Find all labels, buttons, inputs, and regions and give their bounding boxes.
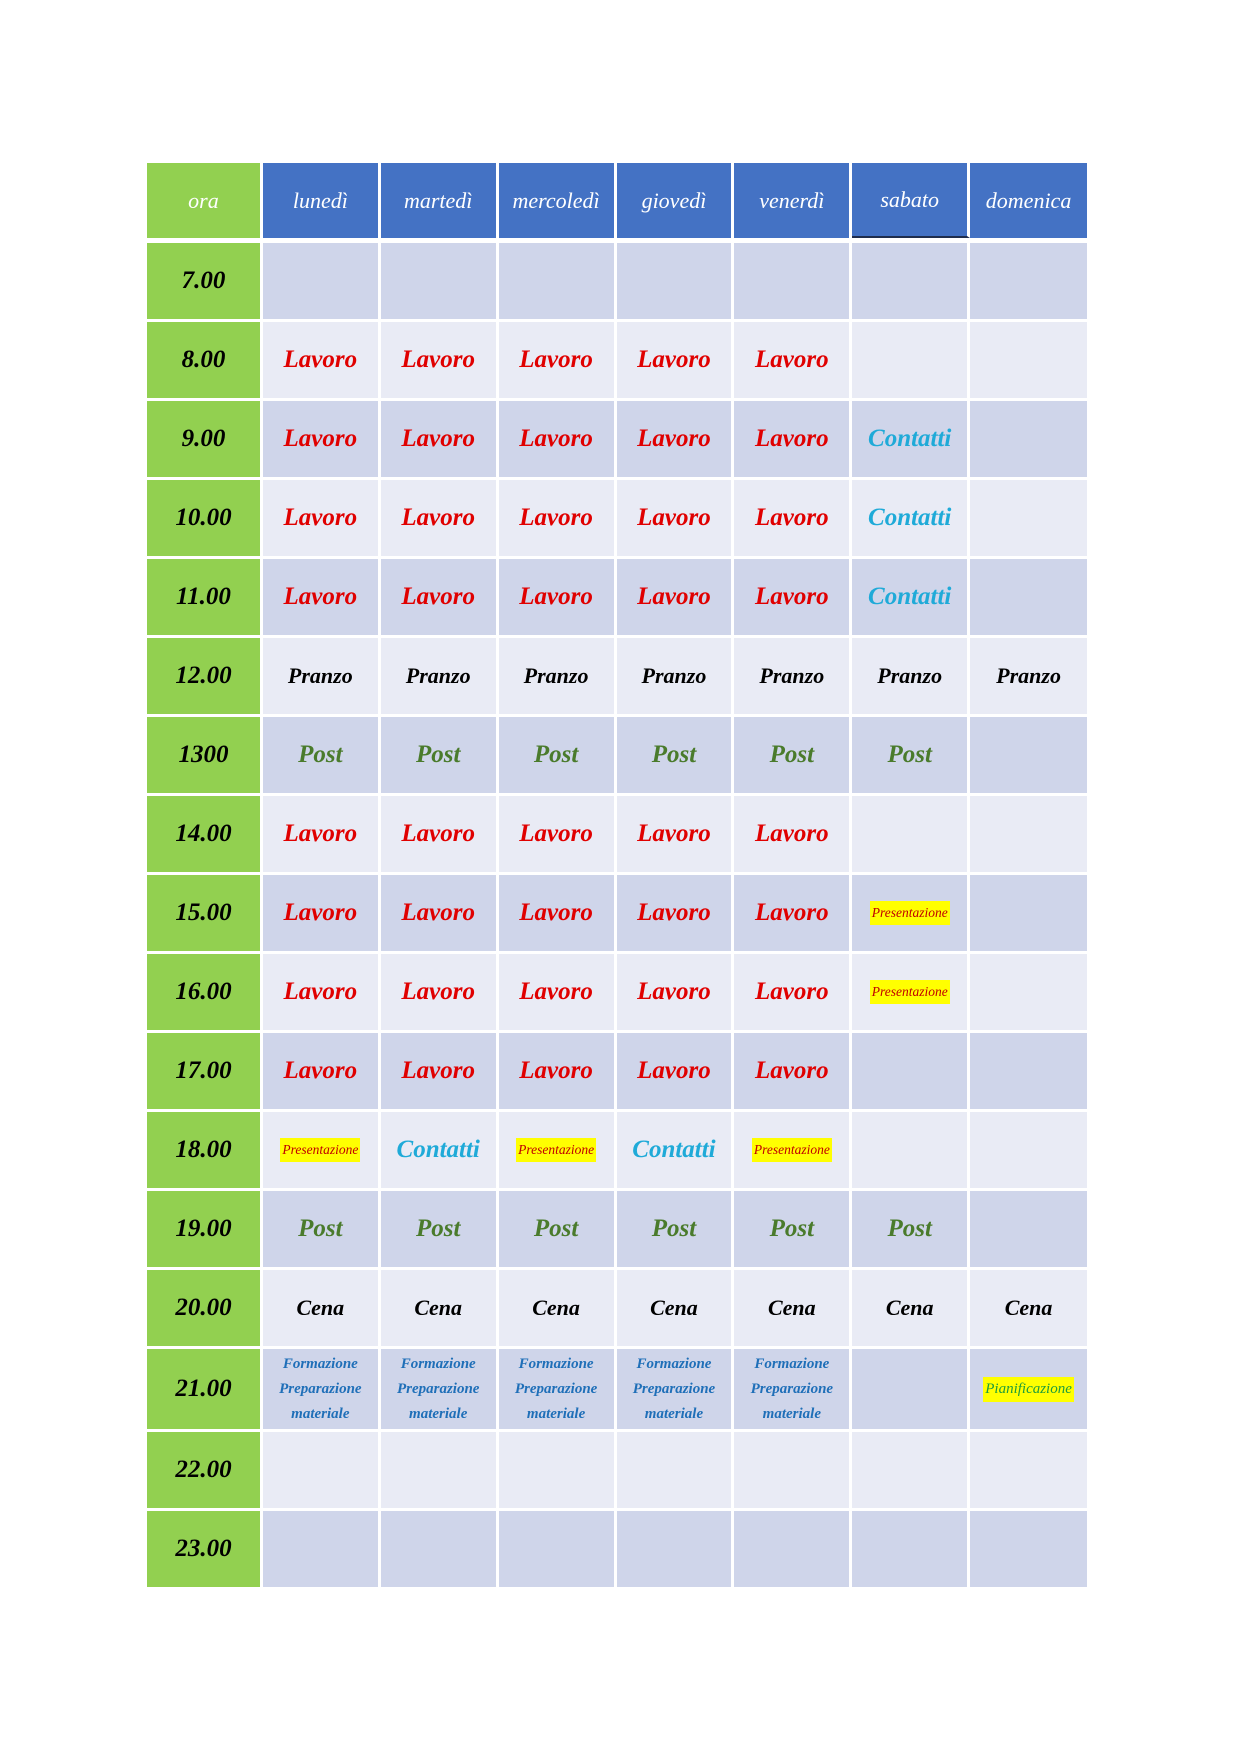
activity-post: Post: [769, 741, 815, 768]
hour-label: 7.00: [147, 243, 263, 319]
activity-pranzo: Pranzo: [641, 663, 707, 688]
schedule-cell: [263, 559, 381, 635]
activity-pranzo: Pranzo: [523, 663, 589, 688]
activity-formazione-text: Formazione Preparazione materiale: [514, 1355, 598, 1422]
schedule-cell: [617, 559, 735, 635]
activity-lavoro: Lavoro: [637, 899, 711, 926]
activity-post: Post: [769, 1215, 815, 1242]
schedule-cell: [734, 480, 852, 556]
header-day-wednesday: mercoledì: [499, 163, 617, 238]
activity-post: Post: [415, 741, 461, 768]
schedule-cell: [617, 480, 735, 556]
activity-lavoro: Lavoro: [637, 978, 711, 1005]
schedule-cell: [381, 1349, 499, 1429]
schedule-cell: [499, 954, 617, 1030]
schedule-row: [147, 480, 1087, 559]
schedule-cell: [734, 638, 852, 714]
schedule-cell: [499, 1432, 617, 1508]
hour-label: 11.00: [147, 559, 263, 635]
activity-lavoro: Lavoro: [283, 346, 358, 373]
schedule-body: [147, 243, 1087, 1590]
activity-contatti: Contatti: [868, 504, 952, 531]
activity-pianificazione: Pianificazione: [983, 1377, 1074, 1402]
schedule-cell: [499, 243, 617, 319]
schedule-cell: [499, 717, 617, 793]
activity-lavoro: Lavoro: [755, 583, 829, 610]
schedule-cell: [617, 322, 735, 398]
schedule-row: [147, 796, 1087, 875]
activity-post: Post: [651, 1215, 697, 1242]
header-day-thursday: giovedì: [617, 163, 735, 238]
header-day-saturday: sabato: [852, 163, 970, 238]
schedule-row: [147, 1033, 1087, 1112]
activity-formazione-text: Formazione Preparazione materiale: [750, 1355, 834, 1422]
schedule-row: [147, 954, 1087, 1033]
schedule-row: [147, 1432, 1087, 1511]
schedule-cell: [734, 1033, 852, 1109]
schedule-row: [147, 1191, 1087, 1270]
activity-lavoro: Lavoro: [401, 899, 475, 926]
schedule-cell: [734, 717, 852, 793]
hour-label: 16.00: [147, 954, 263, 1030]
schedule-row: [147, 559, 1087, 638]
header-row: [147, 163, 1087, 243]
schedule-cell: [734, 1191, 852, 1267]
activity-lavoro: Lavoro: [283, 425, 358, 452]
activity-lavoro: Lavoro: [755, 346, 829, 373]
schedule-cell: [381, 322, 499, 398]
activity-lavoro: Lavoro: [637, 583, 711, 610]
activity-lavoro: Lavoro: [519, 504, 593, 531]
hour-label: 20.00: [147, 1270, 263, 1346]
schedule-cell: [499, 322, 617, 398]
activity-lavoro: Lavoro: [755, 820, 829, 847]
schedule-row: [147, 638, 1087, 717]
activity-formazione: [751, 1352, 834, 1427]
schedule-cell: [734, 322, 852, 398]
activity-lavoro: Lavoro: [283, 504, 358, 531]
activity-cena: Cena: [532, 1295, 580, 1320]
schedule-cell: [617, 1511, 735, 1587]
activity-pranzo: Pranzo: [996, 663, 1061, 688]
schedule-cell: [499, 1511, 617, 1587]
schedule-cell: [970, 638, 1087, 714]
activity-contatti: Contatti: [868, 425, 952, 452]
schedule-cell: [970, 1270, 1087, 1346]
schedule-row: [147, 875, 1087, 954]
activity-cena: Cena: [885, 1295, 934, 1320]
activity-cena: Cena: [414, 1295, 463, 1320]
activity-lavoro: Lavoro: [401, 425, 475, 452]
activity-lavoro: Lavoro: [283, 1057, 358, 1084]
schedule-cell: [263, 480, 381, 556]
schedule-cell: [381, 1511, 499, 1587]
schedule-cell: [263, 875, 381, 951]
header-day-tuesday: martedì: [381, 163, 499, 238]
schedule-cell: [263, 1191, 381, 1267]
activity-lavoro: Lavoro: [637, 346, 711, 373]
schedule-cell: [381, 954, 499, 1030]
schedule-cell: [617, 717, 735, 793]
schedule-cell: [852, 1112, 970, 1188]
activity-contatti: Contatti: [632, 1136, 716, 1163]
activity-post: Post: [887, 741, 932, 768]
schedule-cell: [499, 480, 617, 556]
schedule-cell: [970, 1432, 1087, 1508]
hour-label: 23.00: [147, 1511, 263, 1587]
schedule-cell: [734, 796, 852, 872]
activity-lavoro: Lavoro: [637, 504, 711, 531]
schedule-cell: [852, 638, 970, 714]
schedule-cell: [734, 559, 852, 635]
schedule-cell: [852, 1432, 970, 1508]
schedule-row: [147, 1349, 1087, 1432]
schedule-cell: [970, 401, 1087, 477]
schedule-cell: [734, 1349, 852, 1429]
activity-lavoro: Lavoro: [755, 978, 829, 1005]
hour-label: 9.00: [147, 401, 263, 477]
header-hour: ora: [147, 163, 263, 238]
schedule-cell: [499, 796, 617, 872]
schedule-cell: [617, 401, 735, 477]
activity-lavoro: Lavoro: [519, 1057, 593, 1084]
schedule-cell: [263, 243, 381, 319]
activity-lavoro: Lavoro: [401, 978, 475, 1005]
hour-label: 19.00: [147, 1191, 263, 1267]
activity-lavoro: Lavoro: [519, 583, 593, 610]
schedule-row: [147, 717, 1087, 796]
schedule-cell: [263, 1349, 381, 1429]
activity-presentazione: Presentazione: [752, 1138, 832, 1162]
activity-pranzo: Pranzo: [759, 663, 825, 688]
schedule-row: [147, 1270, 1087, 1349]
schedule-cell: [970, 1511, 1087, 1587]
schedule-cell: [263, 322, 381, 398]
schedule-cell: [381, 559, 499, 635]
schedule-cell: [263, 401, 381, 477]
schedule-cell: [381, 875, 499, 951]
schedule-cell: [263, 954, 381, 1030]
schedule-cell: [617, 1191, 735, 1267]
schedule-cell: [263, 717, 381, 793]
schedule-cell: [852, 875, 970, 951]
activity-lavoro: Lavoro: [519, 425, 593, 452]
activity-post: Post: [298, 741, 343, 768]
schedule-cell: [499, 638, 617, 714]
schedule-cell: [852, 954, 970, 1030]
schedule-cell: [852, 243, 970, 319]
activity-lavoro: Lavoro: [519, 899, 593, 926]
schedule-cell: [734, 954, 852, 1030]
schedule-cell: [970, 322, 1087, 398]
hour-label: 15.00: [147, 875, 263, 951]
activity-formazione-text: Formazione Preparazione materiale: [396, 1355, 480, 1422]
hour-label: 1300: [147, 717, 263, 793]
schedule-cell: [263, 1112, 381, 1188]
weekly-schedule-table: [147, 163, 1087, 1590]
schedule-cell: [852, 1191, 970, 1267]
activity-lavoro: Lavoro: [519, 978, 593, 1005]
activity-lavoro: Lavoro: [401, 820, 475, 847]
schedule-row: [147, 1511, 1087, 1590]
schedule-cell: [734, 401, 852, 477]
activity-lavoro: Lavoro: [755, 504, 829, 531]
activity-lavoro: Lavoro: [401, 346, 475, 373]
activity-formazione: [515, 1352, 598, 1427]
activity-cena: Cena: [296, 1295, 345, 1320]
activity-post: Post: [415, 1215, 461, 1242]
hour-label: 14.00: [147, 796, 263, 872]
schedule-cell: [499, 1349, 617, 1429]
schedule-cell: [852, 480, 970, 556]
header-day-sunday: domenica: [970, 163, 1087, 238]
schedule-row: [147, 322, 1087, 401]
schedule-row: [147, 1112, 1087, 1191]
schedule-cell: [381, 717, 499, 793]
schedule-cell: [263, 1270, 381, 1346]
activity-cena: Cena: [767, 1295, 816, 1320]
schedule-cell: [263, 1511, 381, 1587]
activity-formazione-text: Formazione Preparazione materiale: [279, 1355, 362, 1422]
activity-contatti: Contatti: [396, 1136, 480, 1163]
activity-post: Post: [651, 741, 697, 768]
schedule-cell: [617, 1112, 735, 1188]
hour-label: 8.00: [147, 322, 263, 398]
activity-formazione: [633, 1352, 716, 1427]
activity-lavoro: Lavoro: [519, 820, 593, 847]
activity-pranzo: Pranzo: [405, 663, 471, 688]
activity-lavoro: Lavoro: [283, 899, 358, 926]
schedule-cell: [381, 480, 499, 556]
activity-lavoro: Lavoro: [519, 346, 593, 373]
schedule-cell: [381, 1112, 499, 1188]
schedule-cell: [970, 1112, 1087, 1188]
schedule-cell: [970, 875, 1087, 951]
activity-lavoro: Lavoro: [401, 504, 475, 531]
schedule-cell: [263, 1432, 381, 1508]
schedule-cell: [381, 638, 499, 714]
activity-lavoro: Lavoro: [637, 820, 711, 847]
schedule-cell: [499, 559, 617, 635]
schedule-cell: [970, 1191, 1087, 1267]
schedule-cell: [381, 1270, 499, 1346]
schedule-cell: [852, 1033, 970, 1109]
schedule-cell: [734, 875, 852, 951]
schedule-cell: [263, 796, 381, 872]
schedule-cell: [499, 401, 617, 477]
schedule-cell: [617, 1270, 735, 1346]
schedule-cell: [617, 954, 735, 1030]
schedule-cell: [263, 1033, 381, 1109]
activity-post: Post: [887, 1215, 932, 1242]
schedule-cell: [970, 954, 1087, 1030]
activity-cena: Cena: [650, 1295, 698, 1320]
schedule-cell: [381, 1432, 499, 1508]
schedule-cell: [852, 559, 970, 635]
activity-formazione-text: Formazione Preparazione materiale: [632, 1355, 716, 1422]
activity-presentazione: Presentazione: [280, 1138, 360, 1162]
activity-lavoro: Lavoro: [637, 425, 711, 452]
schedule-cell: [381, 796, 499, 872]
schedule-cell: [381, 401, 499, 477]
schedule-cell: [499, 1033, 617, 1109]
schedule-cell: [499, 1191, 617, 1267]
schedule-cell: [852, 322, 970, 398]
header-day-friday: venerdì: [734, 163, 852, 238]
schedule-cell: [381, 1033, 499, 1109]
activity-presentazione: Presentazione: [870, 980, 950, 1004]
activity-lavoro: Lavoro: [401, 1057, 475, 1084]
schedule-cell: [617, 1349, 735, 1429]
schedule-cell: [734, 1511, 852, 1587]
hour-label: 22.00: [147, 1432, 263, 1508]
activity-presentazione: Presentazione: [870, 901, 950, 925]
schedule-cell: [617, 1432, 735, 1508]
activity-lavoro: Lavoro: [637, 1057, 711, 1084]
schedule-cell: [852, 1270, 970, 1346]
schedule-cell: [852, 717, 970, 793]
hour-label: 18.00: [147, 1112, 263, 1188]
schedule-cell: [263, 638, 381, 714]
schedule-cell: [734, 243, 852, 319]
activity-lavoro: Lavoro: [401, 583, 475, 610]
schedule-cell: [970, 717, 1087, 793]
schedule-cell: [617, 796, 735, 872]
schedule-cell: [617, 638, 735, 714]
activity-presentazione: Presentazione: [516, 1138, 596, 1162]
schedule-cell: [499, 1270, 617, 1346]
activity-lavoro: Lavoro: [283, 820, 358, 847]
activity-post: Post: [533, 741, 579, 768]
schedule-row: [147, 401, 1087, 480]
activity-post: Post: [298, 1215, 343, 1242]
activity-lavoro: Lavoro: [755, 425, 829, 452]
activity-lavoro: Lavoro: [283, 583, 358, 610]
schedule-cell: [970, 559, 1087, 635]
activity-pranzo: Pranzo: [877, 663, 943, 688]
schedule-cell: [734, 1432, 852, 1508]
activity-lavoro: Lavoro: [755, 899, 829, 926]
hour-label: 17.00: [147, 1033, 263, 1109]
schedule-cell: [617, 243, 735, 319]
schedule-cell: [852, 401, 970, 477]
schedule-cell: [970, 1033, 1087, 1109]
hour-label: 10.00: [147, 480, 263, 556]
schedule-row: [147, 243, 1087, 322]
activity-cena: Cena: [1004, 1295, 1053, 1320]
schedule-cell: [852, 1511, 970, 1587]
activity-contatti: Contatti: [868, 583, 952, 610]
hour-label: 12.00: [147, 638, 263, 714]
schedule-cell: [970, 243, 1087, 319]
header-day-monday: lunedì: [263, 163, 381, 238]
schedule-cell: [499, 1112, 617, 1188]
schedule-cell: [852, 796, 970, 872]
activity-post: Post: [533, 1215, 579, 1242]
schedule-cell: [617, 875, 735, 951]
activity-lavoro: Lavoro: [755, 1057, 829, 1084]
schedule-cell: [852, 1349, 970, 1429]
schedule-cell: [734, 1112, 852, 1188]
schedule-cell: [970, 480, 1087, 556]
activity-formazione: [279, 1352, 362, 1427]
schedule-cell: [734, 1270, 852, 1346]
activity-pranzo: Pranzo: [287, 663, 353, 688]
activity-lavoro: Lavoro: [283, 978, 358, 1005]
schedule-cell: [381, 1191, 499, 1267]
schedule-cell: [617, 1033, 735, 1109]
hour-label: 21.00: [147, 1349, 263, 1429]
activity-formazione: [397, 1352, 480, 1427]
schedule-cell: [381, 243, 499, 319]
schedule-cell: [499, 875, 617, 951]
schedule-cell: [970, 796, 1087, 872]
schedule-cell: [970, 1349, 1087, 1429]
